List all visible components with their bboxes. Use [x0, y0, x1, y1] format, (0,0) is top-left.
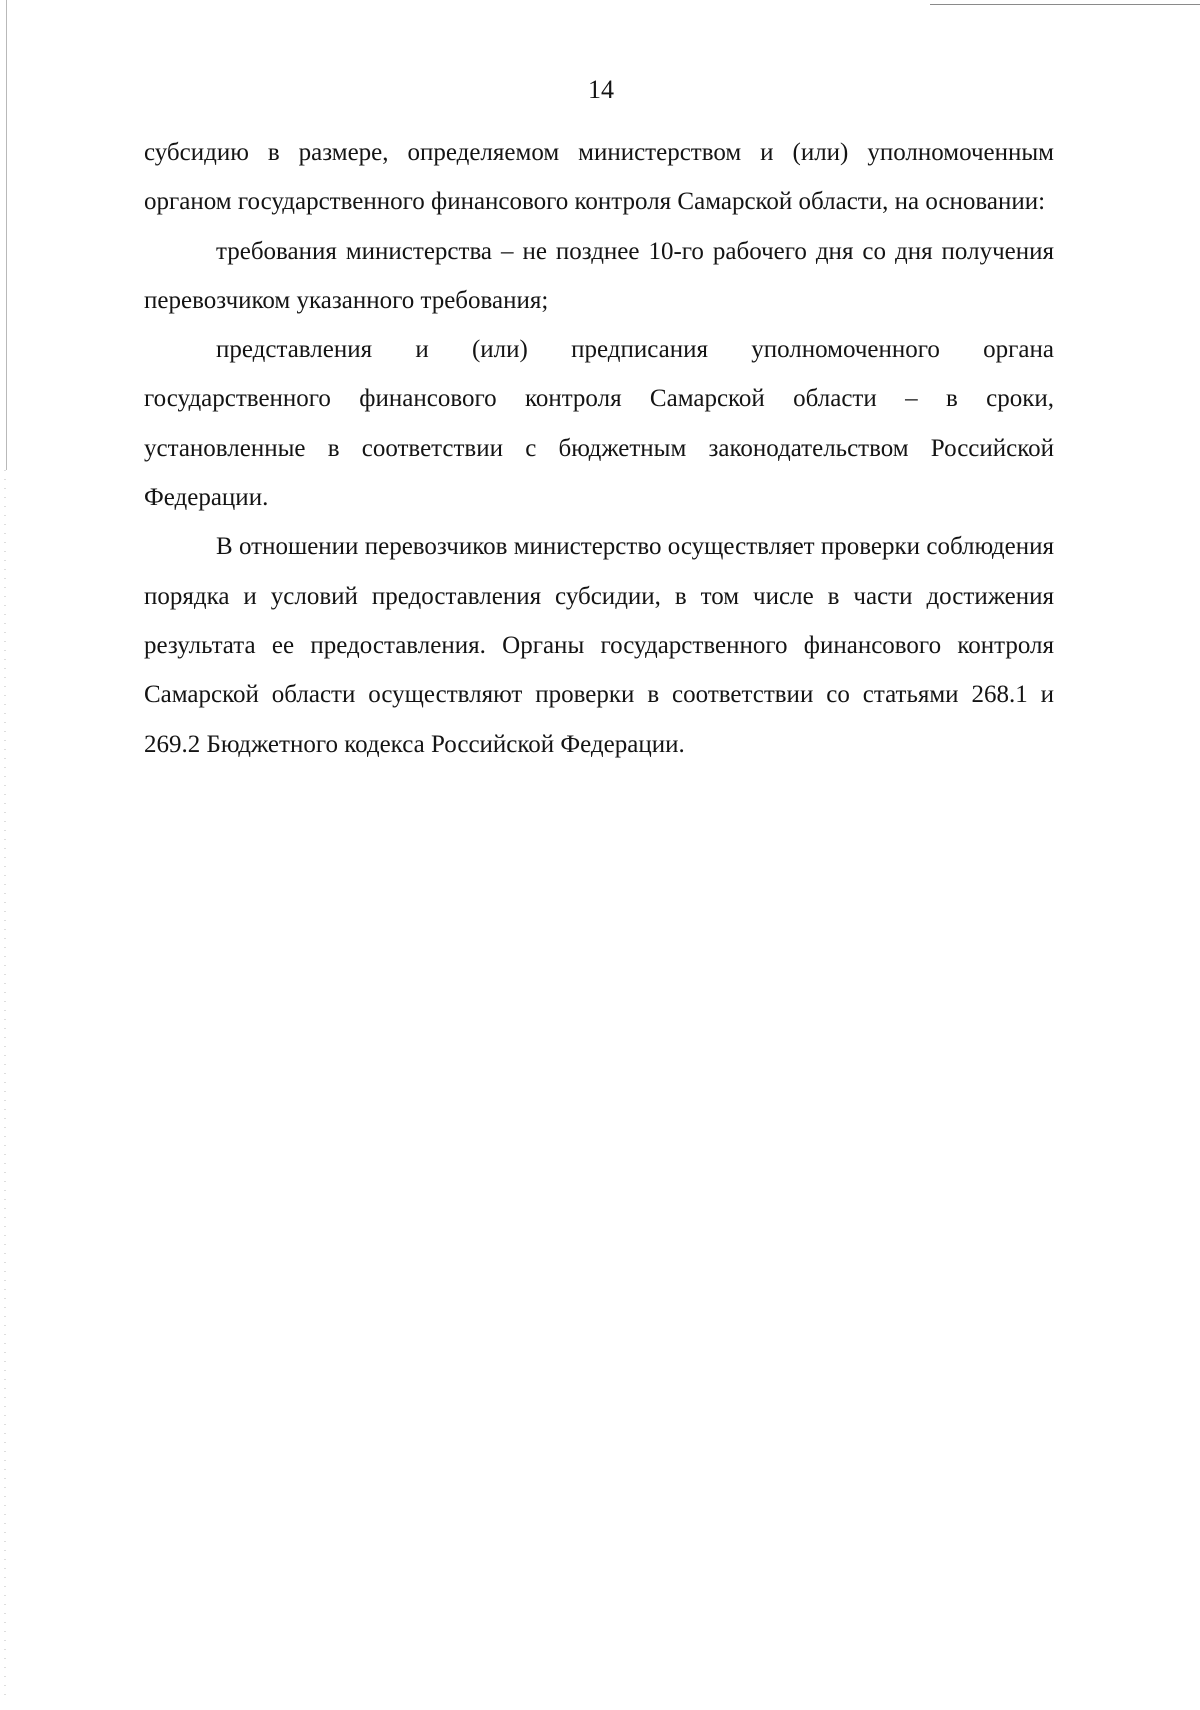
- page-number-text: 14: [588, 75, 614, 104]
- page-number: [0, 70, 1200, 110]
- paragraph-control-body-order: представления и (или) предписания уполномоченного органа государственного финансового контроля Самарской области – в сроки, установленные в соответствии с бюджетным законодательством Российской Федерации.: [144, 336, 1054, 512]
- scan-noise: [4, 470, 6, 1700]
- scan-edge-line-top: [930, 4, 1200, 5]
- paragraph-continuation: субсидию в размере, определяемом министерством и (или) уполномоченным органом государственного финансового контроля Самарской области, на основании:: [144, 139, 1054, 216]
- document-body: [144, 128, 1054, 769]
- paragraph-inspections: В отношении перевозчиков министерство осуществляет проверки соблюдения порядка и условий предоставления субсидии, в том числе в части достижения результата ее предоставления. Органы государственного финансового контроля Самарской области осуществляют проверки в соответствии со статьями 268.1 и 269.2 Бюджетного кодекса Российской Федерации.: [144, 533, 1054, 758]
- paragraph-ministry-requirement: требования министерства – не позднее 10-го рабочего дня со дня получения перевозчиком указанного требования;: [144, 237, 1054, 314]
